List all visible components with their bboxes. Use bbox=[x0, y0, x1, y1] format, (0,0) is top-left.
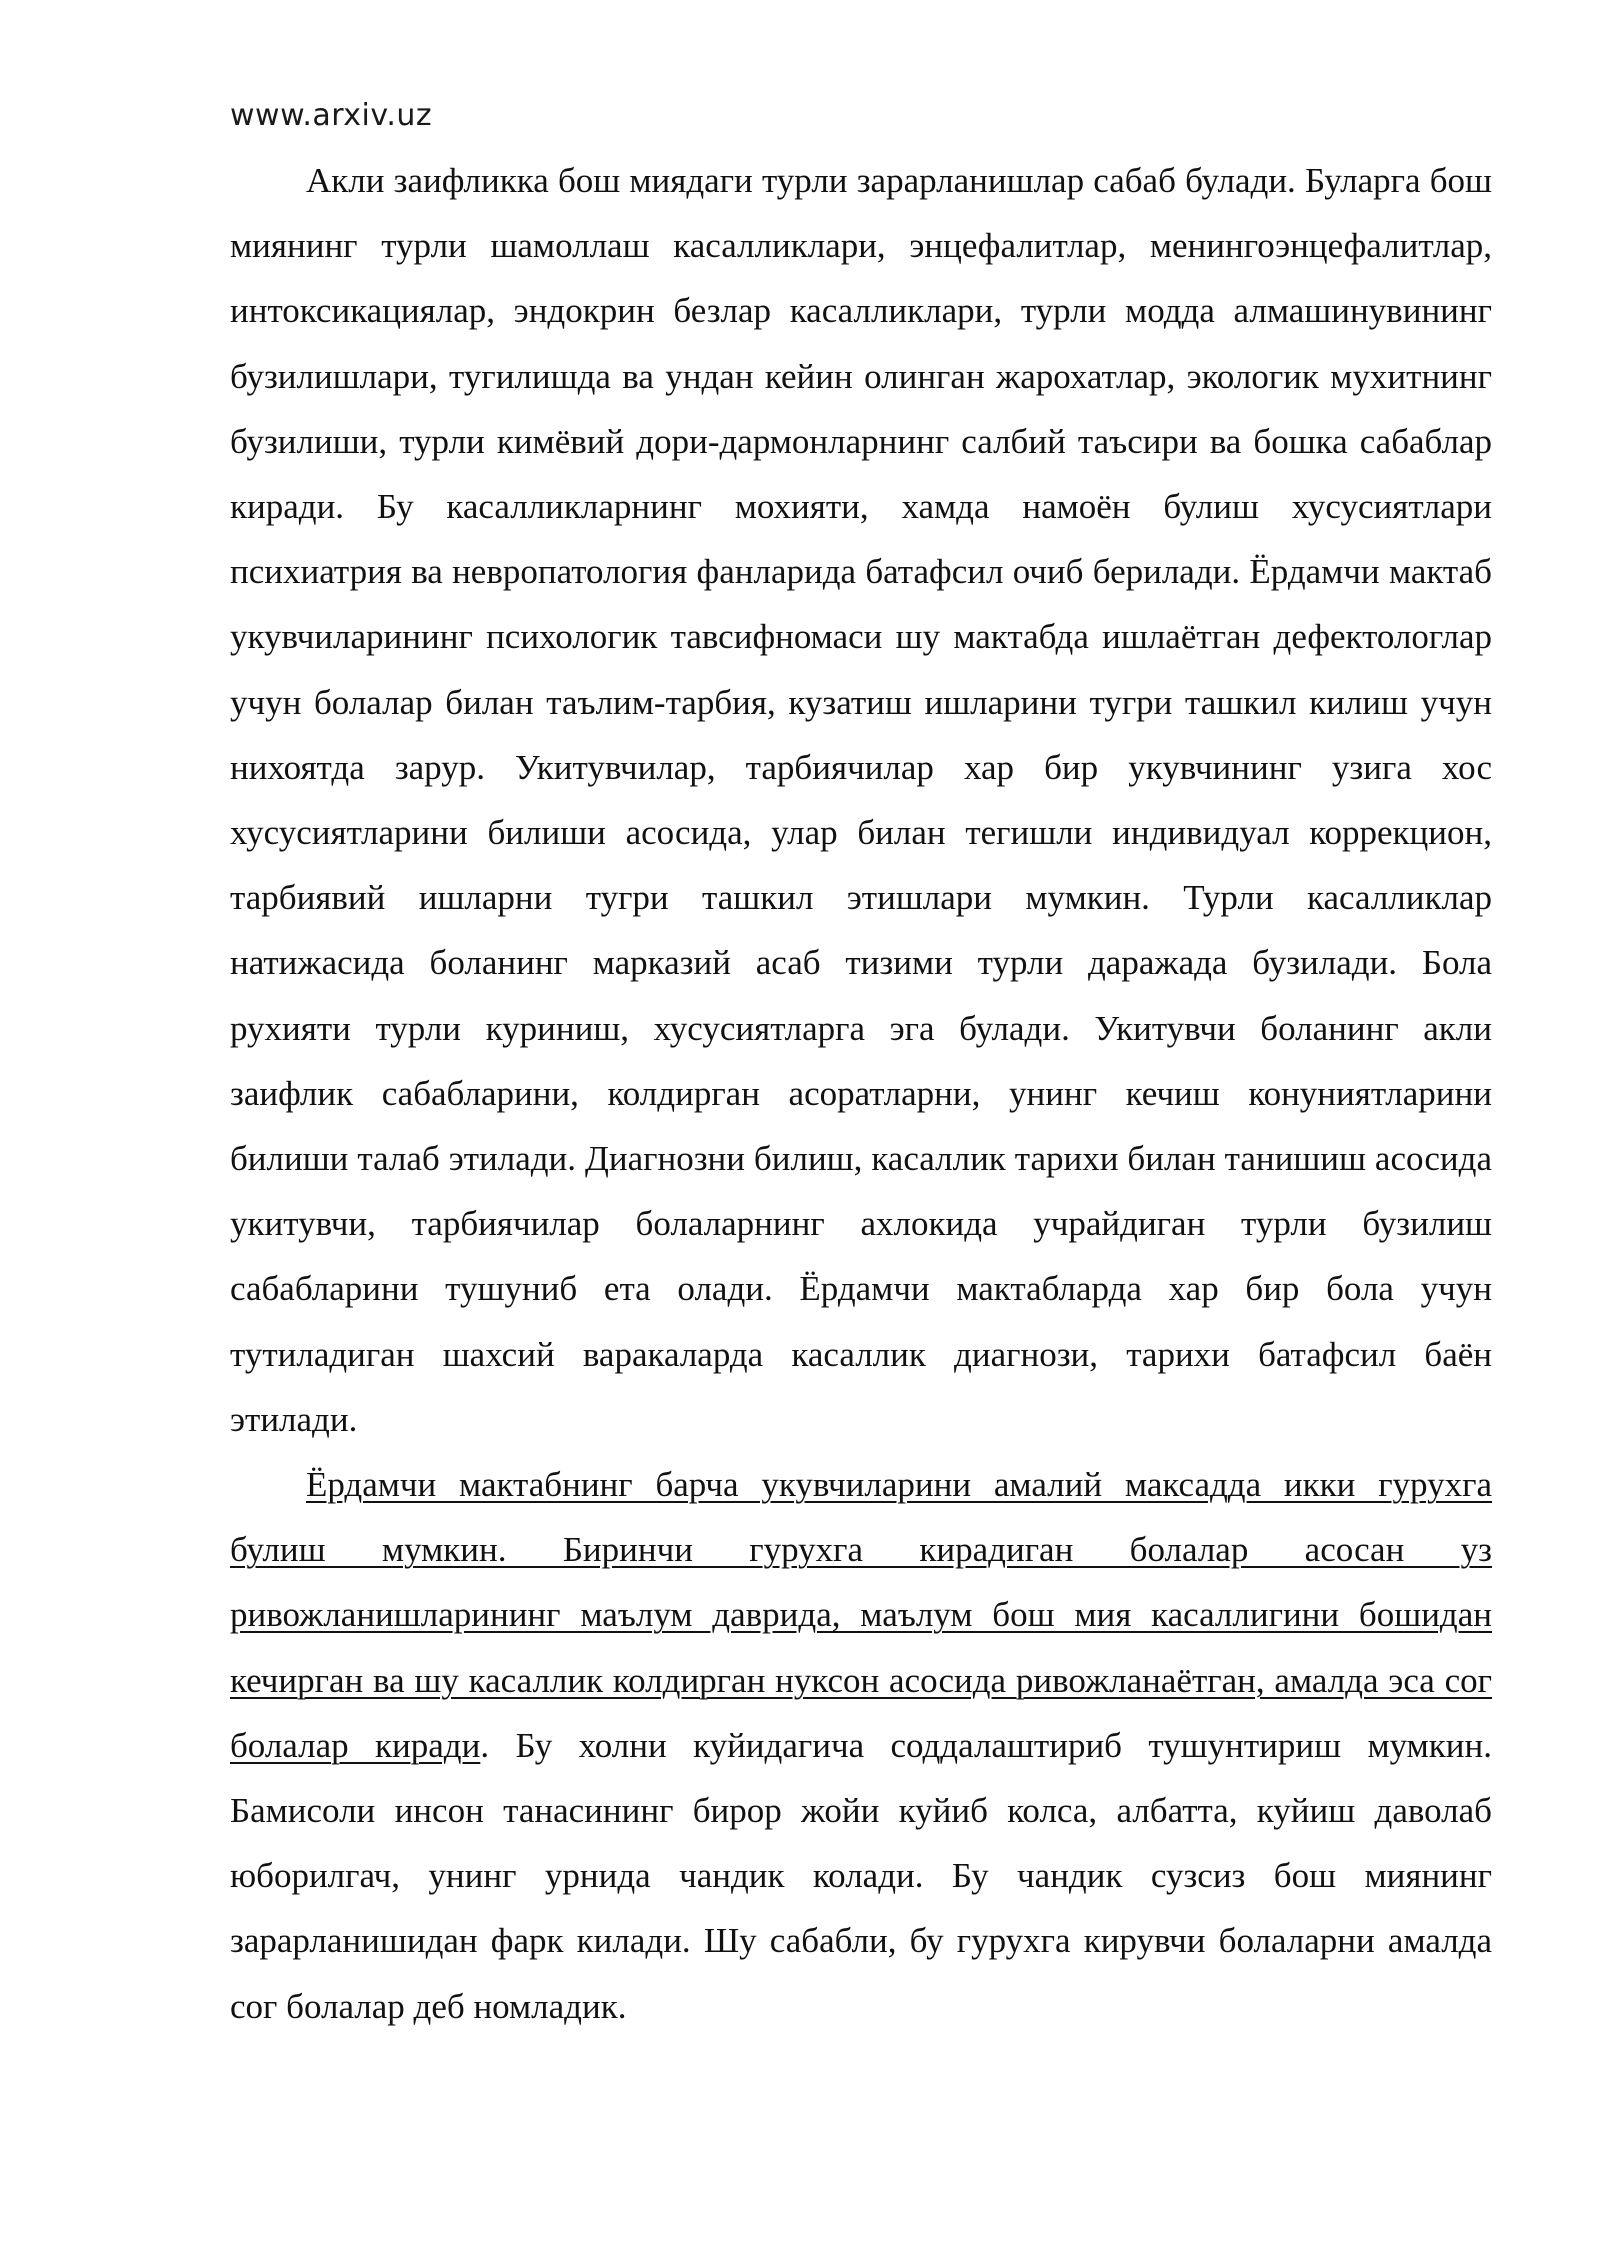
paragraph-1 bbox=[230, 148, 1492, 1452]
paragraph-2-text: . Бу холни куйидагича соддалаштириб тушунтириш мумкин. Бамисоли инсон танасининг бирор жойи куйиб колса, албатта, куйиш даволаб юборилгач, унинг урнида чандик колади. Бу чандик сузсиз бош миянинг зарарланишидан фарк килади. Шу сабабли, бу гурухга кирувчи болаларни амалда сог болалар деб номладик. bbox=[230, 1725, 1492, 2026]
header-url: www.arxiv.uz bbox=[230, 98, 433, 133]
paragraph-2-underlined-text: Ёрдамчи мактабнинг барча укувчиларини амалий максадда икки гурухга булиш мумкин. Биринчи гурухга кирадиган болалар асосан уз ривожланишларининг маълум даврида, маълум бош мия касаллигини бошидан кечирган ва шу касаллик колдирган нуксон асосида ривожланаётган, амалда эса сог болалар киради bbox=[230, 1465, 1492, 1765]
document-body bbox=[230, 148, 1492, 2039]
paragraph-1-text: Акли заифликка бош миядаги турли зарарланишлар сабаб булади. Буларга бош миянинг турли шамоллаш касалликлари, энцефалитлар, менингоэнцефалитлар, интоксикациялар, эндокрин безлар касалликлари, турли модда алмашинувининг бузилишлари, тугилишда ва ундан кейин олинган жарохатлар, экологик мухитнинг бузилиши, турли кимёвий дори-дармонларнинг салбий таъсири ва бошка сабаблар киради. Бу касалликларнинг мохияти, хамда намоён булиш хусусиятлари психиатрия ва невропатология фанларида батафсил очиб берилади. Ёрдамчи мактаб укувчиларининг психологик тавсифномаси шу мактабда ишлаётган дефектологлар учун болалар билан таълим-тарбия, кузатиш ишларини тугри ташкил килиш учун нихоятда зарур. Укитувчилар, тарбиячилар хар бир укувчининг узига хос хусусиятларини билиши асосида, улар билан тегишли индивидуал коррекцион, тарбиявий ишларни тугри ташкил этишлари мумкин. Турли касалликлар натижасида боланинг марказий асаб тизими турли даражада бузилади. Бола рухияти турли куриниш, хусусиятларга эга булади. Укитувчи боланинг акли заифлик сабабларини, колдирган асоратларни, унинг кечиш конуниятларини билиши талаб этилади. Диагнозни билиш, касаллик тарихи билан танишиш асосида укитувчи, тарбиячилар болаларнинг ахлокида учрайдиган турли бузилиш сабабларини тушуниб ета олади. Ёрдамчи мактабларда хар бир бола учун тутиладиган шахсий варакаларда касаллик диагнози, тарихи батафсил баён этилади. bbox=[230, 161, 1492, 1439]
paragraph-2 bbox=[230, 1452, 1492, 2039]
